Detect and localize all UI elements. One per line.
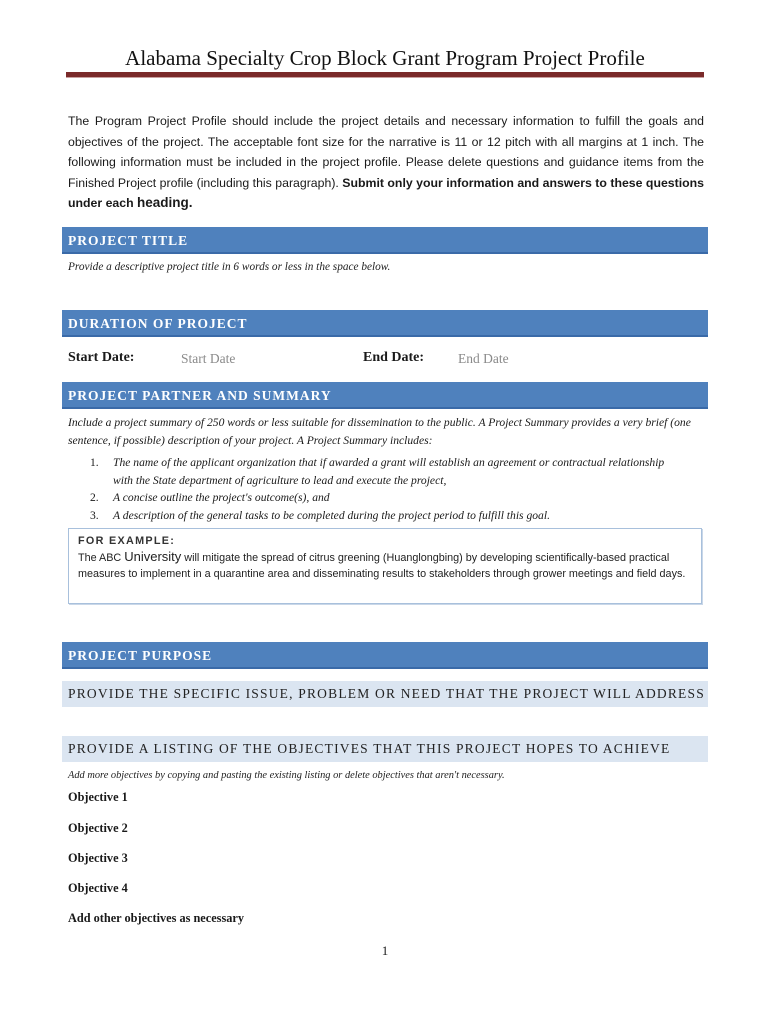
page-number: 1 [381, 943, 389, 958]
intro-paragraph [68, 111, 704, 214]
project-title-guidance: Provide a descriptive project title in 6 words or less in the space below. [68, 261, 391, 273]
section-heading-project-title: PROJECT TITLE [62, 227, 708, 254]
add-other-objectives: Add other objectives as necessary [68, 911, 245, 925]
objective-2: Objective 2 [68, 821, 128, 835]
summary-guidance: Include a project summary of 250 words or less suitable for dissemination to the public. A Project Summary provides a very brief (one sentence, if possible) description of your project. A Project Summary includes: [68, 416, 691, 447]
intro-text: The Program Project Profile should include the project details and necessary information to fulfill the goals and objectives of the project. The acceptable font size for the narrative is 11 or 12 pitch with all margins at 1 inch. The following information must be included in the project profile. Please delete questions and guidance items from the Finished Project profile (including this paragraph). [68, 114, 704, 190]
title-rule [66, 72, 704, 78]
start-date-field[interactable]: Start Date [181, 351, 236, 366]
list-number: 2. [90, 491, 99, 504]
end-date-field[interactable]: End Date [458, 351, 509, 366]
list-item [84, 489, 684, 507]
example-text-university: University [124, 549, 182, 564]
end-date-label: End Date: [363, 350, 425, 365]
example-text-post: will mitigate the spread of citrus greening (Huanglongbing) by developing scientifically-based practical measures to implement in a quarantine area and disseminating results to stakeholders through grower meetings and field days. [78, 552, 686, 580]
section-heading-partner-summary: PROJECT PARTNER AND SUMMARY [62, 382, 708, 409]
section-heading-project-purpose: PROJECT PURPOSE [62, 642, 708, 669]
example-box [68, 528, 702, 604]
objectives-guidance: Add more objectives by copying and pasting the existing listing or delete objectives that aren't necessary. [68, 770, 505, 781]
list-item-text: The name of the applicant organization that if awarded a grant will establish an agreement or contractual relationship with the State department of agriculture to lead and execute the project, [113, 456, 665, 487]
list-item-text: A concise outline the project's outcome(s), and [113, 491, 330, 504]
summary-includes-list [84, 454, 684, 524]
subheading-issue: PROVIDE THE SPECIFIC ISSUE, PROBLEM OR NEED THAT THE PROJECT WILL ADDRESS [62, 681, 708, 707]
intro-bold-text: Submit only your information and answers to these questions under each [68, 175, 705, 210]
objective-4: Objective 4 [68, 881, 128, 895]
example-text [78, 549, 692, 582]
intro-bold-heading-word: heading. [137, 195, 193, 210]
example-heading: FOR EXAMPLE: [78, 535, 176, 547]
list-item [84, 507, 684, 525]
subheading-objectives: PROVIDE A LISTING OF THE OBJECTIVES THAT THIS PROJECT HOPES TO ACHIEVE [62, 736, 708, 762]
section-heading-duration: DURATION OF PROJECT [62, 310, 708, 337]
example-text-pre: The ABC [78, 552, 125, 564]
list-number: 1. [90, 456, 99, 469]
list-number: 3. [90, 508, 99, 522]
objective-3: Objective 3 [68, 851, 128, 865]
list-item-text: A description of the general tasks to be completed during the project period to fulfill this goal. [113, 508, 550, 522]
start-date-label: Start Date: [68, 350, 135, 365]
objective-1: Objective 1 [68, 790, 128, 804]
list-item [84, 454, 684, 489]
document-title: Alabama Specialty Crop Block Grant Program Project Profile [125, 46, 645, 70]
